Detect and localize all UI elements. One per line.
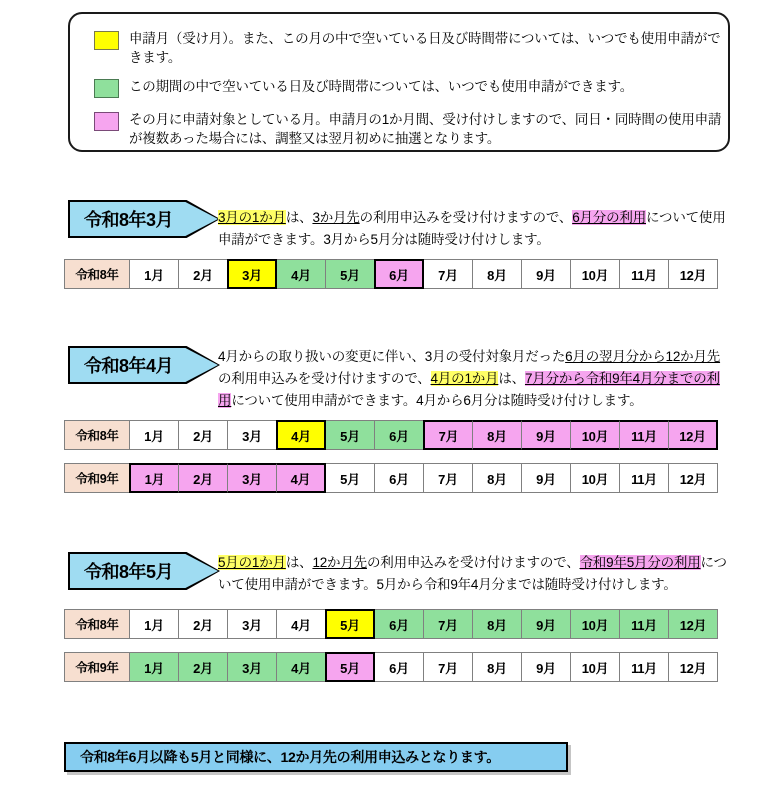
- month-row: [64, 652, 730, 682]
- month-row: [64, 463, 730, 493]
- month-cell: 6月: [374, 463, 424, 493]
- legend-item-label: この期間の中で空いている日及び時間帯については、いつでも使用申請ができます。: [129, 79, 634, 94]
- month-cell: 2月: [178, 463, 228, 493]
- section-tag: [68, 200, 220, 238]
- month-cell: 10月: [570, 259, 620, 289]
- legend-item-yellow: [94, 29, 728, 67]
- month-cell: 1月: [129, 420, 179, 450]
- month-cell: 9月: [521, 652, 571, 682]
- legend-box: [68, 12, 730, 152]
- month-cell: 4月: [276, 420, 326, 450]
- month-cell: 6月: [374, 609, 424, 639]
- plain-text: は、: [285, 210, 313, 225]
- month-cell: 9月: [521, 463, 571, 493]
- plain-text: について使用申請ができます。5月から令和9年4月分までは随時受け付けします。: [218, 555, 727, 592]
- plain-text: の利用申込みを受け付けますので、: [218, 371, 431, 386]
- highlight-yellow-text: 3月の1か月: [218, 210, 286, 225]
- month-cell: 5月: [325, 652, 375, 682]
- month-cell: 6月: [374, 259, 424, 289]
- month-cell: 5月: [325, 609, 375, 639]
- month-cell: 8月: [472, 463, 522, 493]
- green-swatch: [94, 79, 119, 98]
- month-cell: 8月: [472, 259, 522, 289]
- month-cell: 3月: [227, 652, 277, 682]
- month-cell: 3月: [227, 420, 277, 450]
- month-cell: 10月: [570, 609, 620, 639]
- month-cell: 11月: [619, 420, 669, 450]
- underlined-text: 6月の翌月分から12か月先: [565, 349, 721, 364]
- month-cell: 8月: [472, 609, 522, 639]
- month-cell: 12月: [668, 652, 718, 682]
- legend-item-label: その月に申請対象としている月。申請月の1か月間、受け付けしますので、同日・同時間の使用申請が複数あった場合には、調整又は翌月初めに抽選となります。: [129, 112, 722, 146]
- month-cell: 9月: [521, 420, 571, 450]
- footer-banner-label: 令和8年6月以降も5月と同様に、12か月先の利用申込みとなります。: [80, 749, 500, 765]
- section-tag: [68, 552, 220, 590]
- month-cell: 11月: [619, 463, 669, 493]
- month-cell: 10月: [570, 463, 620, 493]
- plain-text: は、: [498, 371, 525, 386]
- section-description: [218, 207, 730, 251]
- section-tag-label: 令和8年4月: [84, 356, 174, 376]
- month-row: [64, 609, 730, 639]
- section-description: [218, 346, 730, 412]
- month-cell: 3月: [227, 463, 277, 493]
- month-cell: 10月: [570, 652, 620, 682]
- month-cell: 1月: [129, 259, 179, 289]
- section-tag-label: 令和8年5月: [84, 562, 174, 582]
- month-cell: 8月: [472, 652, 522, 682]
- month-cell: 3月: [227, 609, 277, 639]
- month-cell: 7月: [423, 463, 473, 493]
- month-cell: 9月: [521, 609, 571, 639]
- month-cell: 1月: [129, 463, 179, 493]
- plain-text: 4月からの取り扱いの変更に伴い、3月の受付対象月だった: [218, 349, 566, 364]
- month-cell: 1月: [129, 609, 179, 639]
- month-cell: 4月: [276, 609, 326, 639]
- legend-item-pink: [94, 110, 728, 148]
- underlined-text: 3か月先: [312, 210, 360, 225]
- month-cell: 11月: [619, 652, 669, 682]
- month-cell: 10月: [570, 420, 620, 450]
- legend-item-green: [94, 77, 633, 98]
- highlight-yellow-text: 4月の1か月: [430, 371, 499, 386]
- month-row: [64, 420, 730, 450]
- month-cell: 11月: [619, 609, 669, 639]
- month-cell: 5月: [325, 463, 375, 493]
- pink-swatch: [94, 112, 119, 131]
- year-label-cell: 令和8年: [64, 609, 130, 639]
- year-label-cell: 令和8年: [64, 259, 130, 289]
- month-cell: 7月: [423, 259, 473, 289]
- month-cell: 6月: [374, 420, 424, 450]
- month-cell: 2月: [178, 609, 228, 639]
- month-cell: 4月: [276, 652, 326, 682]
- month-cell: 12月: [668, 259, 718, 289]
- plain-text: について使用申請ができます。4月から6月分は随時受け付けします。: [231, 393, 643, 408]
- underlined-text: 12か月先: [312, 555, 367, 570]
- section-tag: [68, 346, 220, 384]
- year-label-cell: 令和8年: [64, 420, 130, 450]
- plain-text: について使用申請ができます。3月から5月分は随時受け付けします。: [218, 210, 726, 247]
- month-cell: 5月: [325, 259, 375, 289]
- highlight-pink-text: 令和9年5月分の利用: [579, 555, 701, 570]
- month-cell: 4月: [276, 259, 326, 289]
- month-cell: 2月: [178, 259, 228, 289]
- highlight-pink-text: 7月分から令和9年4月分までの利用: [218, 371, 720, 408]
- month-cell: 9月: [521, 259, 571, 289]
- plain-text: は、: [285, 555, 313, 570]
- month-cell: 12月: [668, 463, 718, 493]
- highlight-pink-text: 6月分の利用: [572, 210, 646, 225]
- year-label-cell: 令和9年: [64, 463, 130, 493]
- month-cell: 2月: [178, 652, 228, 682]
- month-cell: 3月: [227, 259, 277, 289]
- section-description: [218, 552, 730, 596]
- month-cell: 4月: [276, 463, 326, 493]
- month-cell: 8月: [472, 420, 522, 450]
- plain-text: の利用申込みを受け付けますので、: [366, 555, 580, 570]
- month-cell: 5月: [325, 420, 375, 450]
- month-cell: 1月: [129, 652, 179, 682]
- footer-banner: [64, 742, 568, 772]
- month-cell: 7月: [423, 652, 473, 682]
- year-label-cell: 令和9年: [64, 652, 130, 682]
- month-row: [64, 259, 730, 289]
- month-cell: 12月: [668, 420, 718, 450]
- legend-item-label: 申請月（受け月）。また、この月の中で空いている日及び時間帯については、いつでも使用申請ができます。: [129, 31, 721, 65]
- plain-text: の利用申込みを受け付けますので、: [359, 210, 573, 225]
- month-cell: 7月: [423, 420, 473, 450]
- month-cell: 7月: [423, 609, 473, 639]
- month-cell: 11月: [619, 259, 669, 289]
- highlight-yellow-text: 5月の1か月: [218, 555, 286, 570]
- yellow-swatch: [94, 31, 119, 50]
- month-cell: 6月: [374, 652, 424, 682]
- section-tag-label: 令和8年3月: [84, 210, 174, 230]
- month-cell: 12月: [668, 609, 718, 639]
- month-cell: 2月: [178, 420, 228, 450]
